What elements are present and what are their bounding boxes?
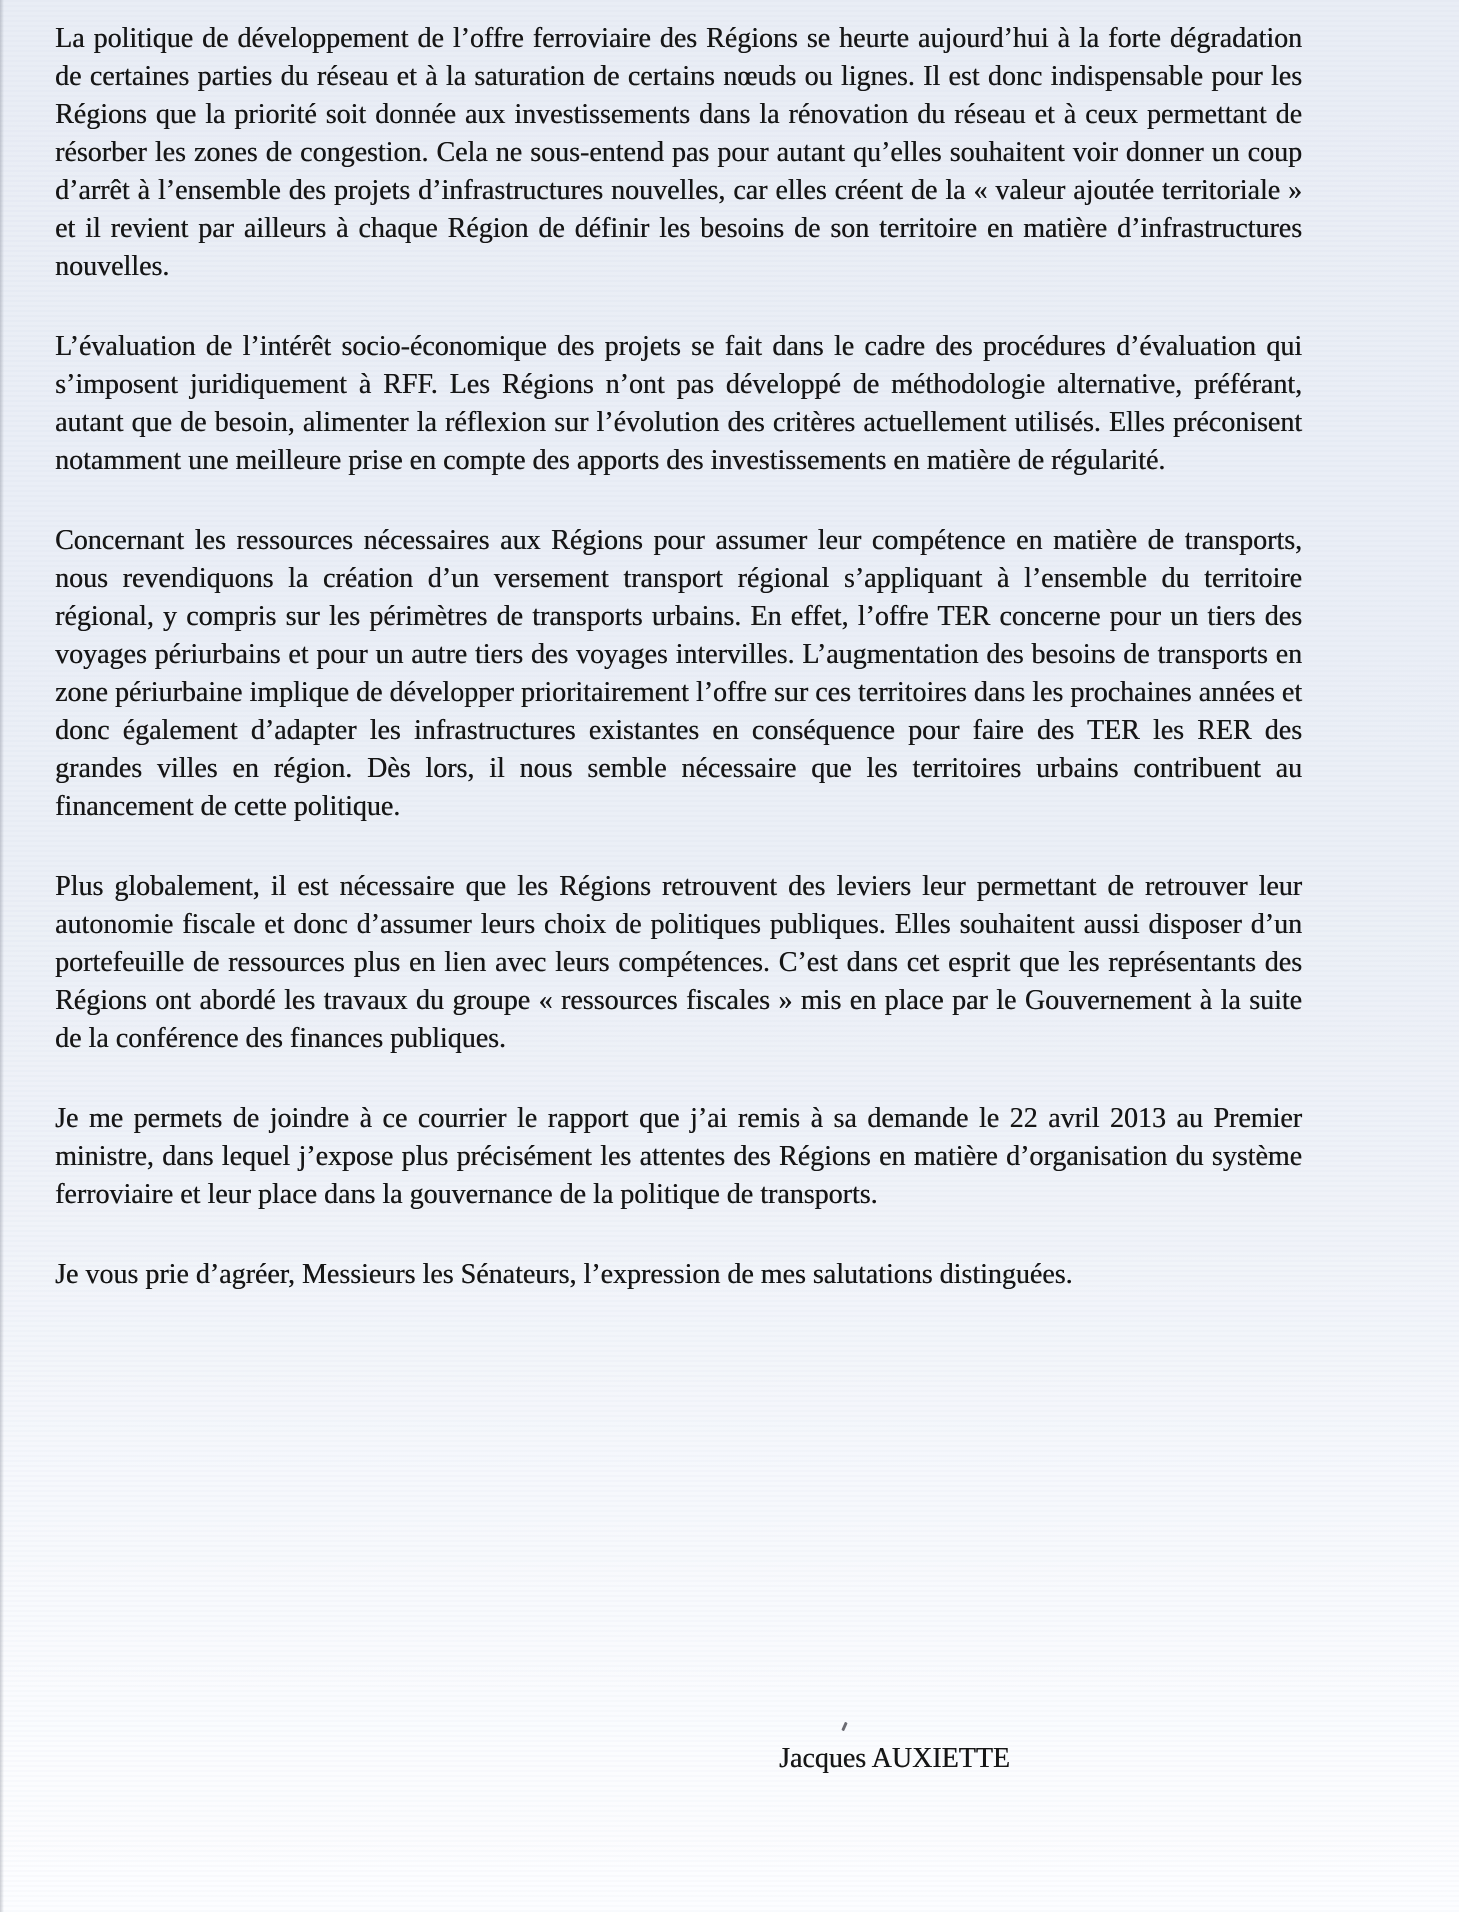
paragraph-socio-economic-evaluation: L’évaluation de l’intérêt socio-économique des projets se fait dans le cadre des procédures d’évaluation qui s’imposent juridiquement à RFF. Les Régions n’ont pas développé de méthodologie alternative, préférant, autant que de besoin, alimenter la réflexion sur l’évolution des critères actuellement utilisés. Elles préconisent notamment une meilleure prise en compte des apports des investissements en matière de régularité. xyxy=(55,331,1302,476)
paragraph-fiscal-autonomy: Plus globalement, il est nécessaire que les Régions retrouvent des leviers leur permettant de retrouver leur autonomie fiscale et donc d’assumer leurs choix de politiques publiques. Elles souhaitent aussi disposer d’un portefeuille de ressources plus en lien avec leurs compétences. C’est dans cet esprit que les représentants des Régions ont abordé les travaux du groupe « ressources fiscales » mis en place par le Gouvernement à la suite de la conférence des finances publiques. xyxy=(55,871,1302,1054)
scan-speck-artifact xyxy=(841,1722,847,1731)
letter-body xyxy=(55,20,1302,1294)
signature-name: Jacques AUXIETTE xyxy=(779,1743,1010,1774)
paragraph-infrastructure-policy: La politique de développement de l’offre ferroviaire des Régions se heurte aujourd’hui à la forte dégradation de certaines parties du réseau et à la saturation de certains nœuds ou lignes. Il est donc indispensable pour les Régions que la priorité soit donnée aux investissements dans la rénovation du réseau et à ceux permettant de résorber les zones de congestion. Cela ne sous-entend pas pour autant qu’elles souhaitent voir donner un coup d’arrêt à l’ensemble des projets d’infrastructures nouvelles, car elles créent de la « valeur ajoutée territoriale » et il revient par ailleurs à chaque Région de définir les besoins de son territoire en matière d’infrastructures nouvelles. xyxy=(55,23,1302,282)
paragraph-attached-report: Je me permets de joindre à ce courrier le rapport que j’ai remis à sa demande le 22 avril 2013 au Premier ministre, dans lequel j’expose plus précisément les attentes des Régions en matière d’organisation du système ferroviaire et leur place dans la gouvernance de la politique de transports. xyxy=(55,1103,1302,1210)
paragraph-regional-resources: Concernant les ressources nécessaires aux Régions pour assumer leur compétence en matière de transports, nous revendiquons la création d’un versement transport régional s’appliquant à l’ensemble du territoire régional, y compris sur les périmètres de transports urbains. En effet, l’offre TER concerne pour un tiers des voyages périurbains et pour un autre tiers des voyages intervilles. L’augmentation des besoins de transports en zone périurbaine implique de développer prioritairement l’offre sur ces territoires dans les prochaines années et donc également d’adapter les infrastructures existantes en conséquence pour faire des TER les RER des grandes villes en région. Dès lors, il nous semble nécessaire que les territoires urbains contribuent au financement de cette politique. xyxy=(55,525,1302,822)
closing-salutation: Je vous prie d’agréer, Messieurs les Sénateurs, l’expression de mes salutations distinguées. xyxy=(55,1259,1073,1290)
